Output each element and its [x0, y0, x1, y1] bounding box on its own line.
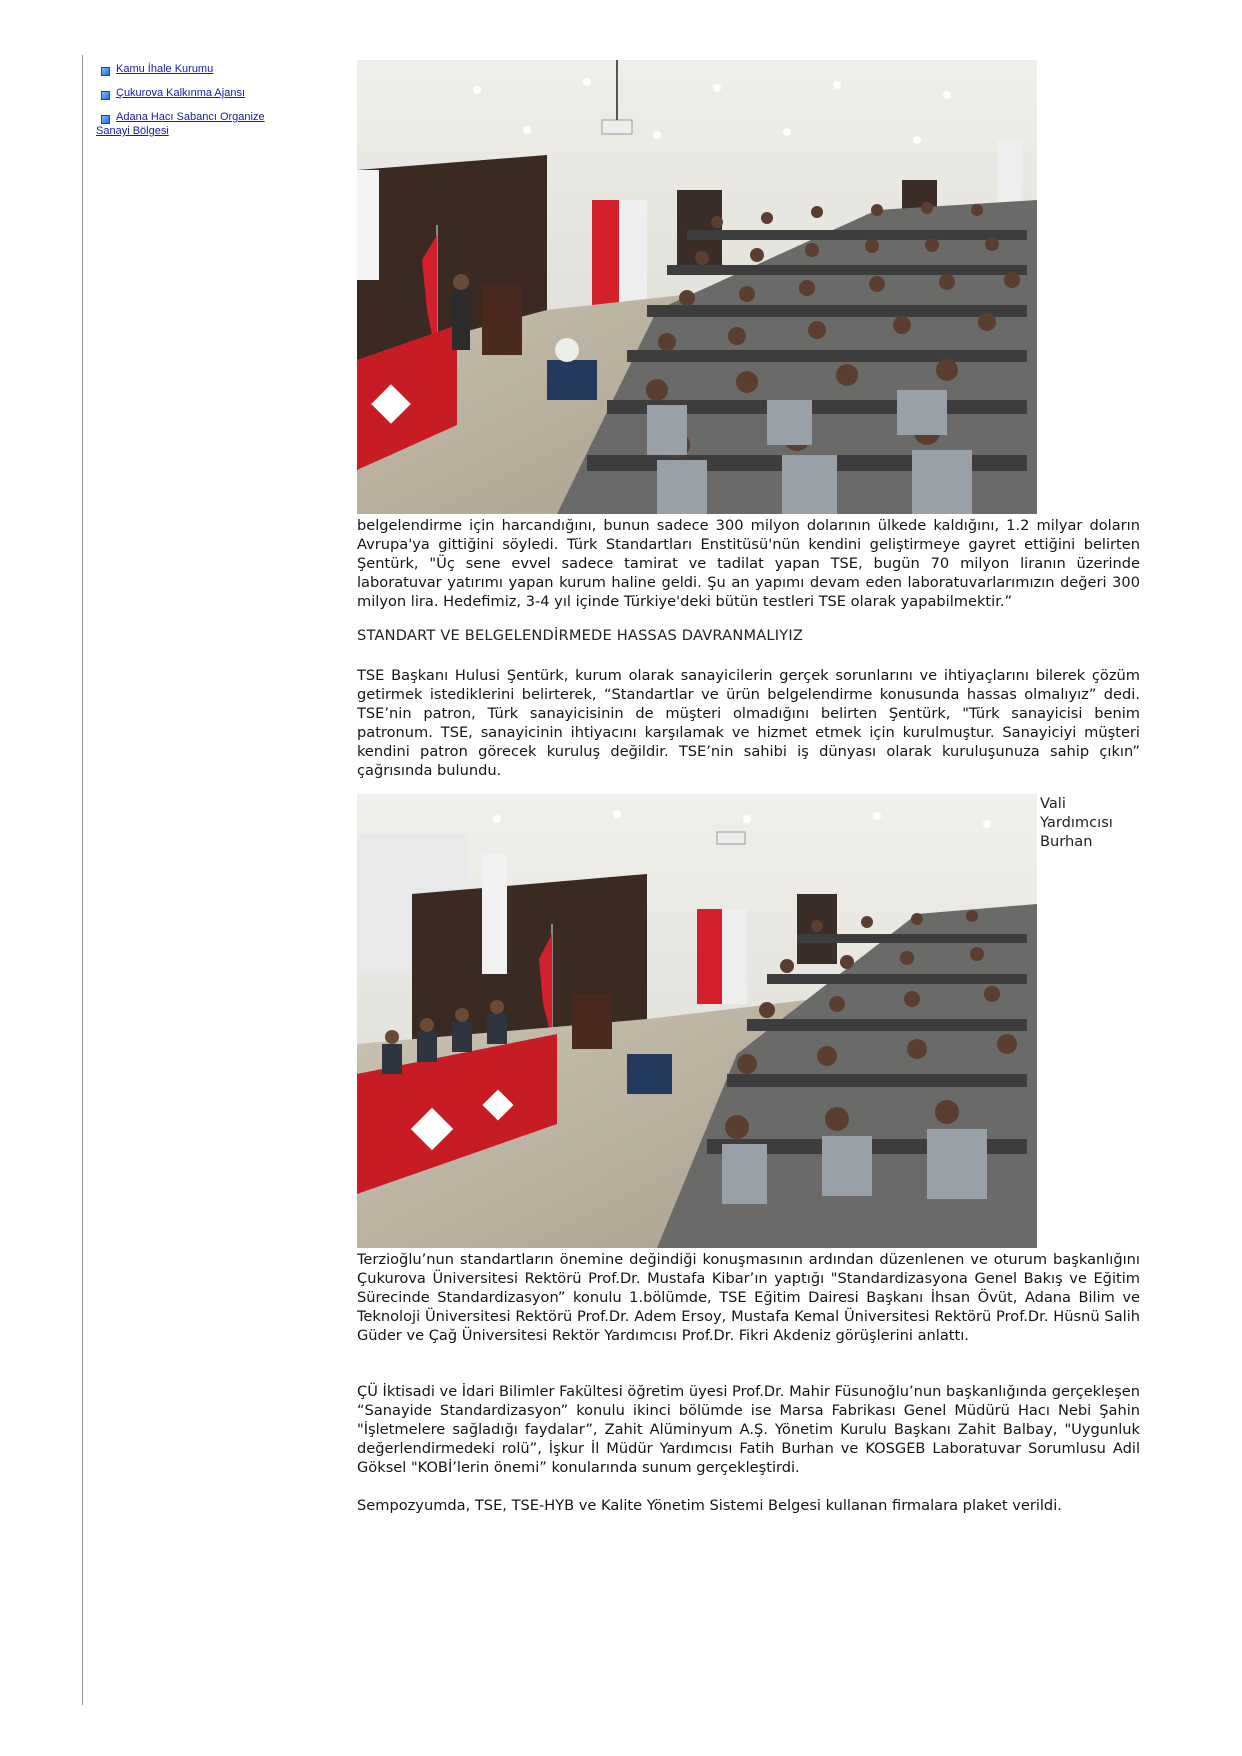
photo-illustration — [357, 60, 1037, 514]
article-paragraph-2: TSE Başkanı Hulusi Şentürk, kurum olarak sanayicilerin gerçek sorunlarını ve ihtiyaçlarını bilerek çözüm getirmek istediklerini belirterek, “Standartlar ve ürün belgelendirme konusunda hassas olmalıyız” dedi. TSE’nin patron, Türk sanayicisinin de müşteri olmadığını belirten Şentürk, "Türk sanayicisi benim patronum. TSE, sanayicinin ihtiyacını karşılamak ve hizmet etmek için kurulmuştur. Sanayiciyi müşteri kendini patron görecek kuruluş değildir. TSE’nin sahibi iş dünyası olarak kuruluşunuza sahip çıkın” çağrısında bulundu. — [357, 667, 1140, 779]
event-photo-1 — [357, 60, 1037, 514]
bullet-icon — [101, 91, 110, 100]
sidebar-item-cukurova[interactable] — [96, 86, 296, 100]
photo-illustration — [357, 794, 1037, 1248]
sidebar-link-continued[interactable]: Sanayi Bölgesi — [96, 125, 169, 137]
article-paragraph-4: ÇÜ İktisadi ve İdari Bilimler Fakültesi öğretim üyesi Prof.Dr. Mahir Füsunoğlu’nun başkanlığında gerçekleşen “Sanayide Standardizasyon” konulu ikinci bölümde ise Marsa Fabrikası Genel Müdürü Hacı Nebi Şahin "İşletmelere sağladığı faydalar”, Zahit Alüminyum A.Ş. Yönetim Kurulu Başkanı Zahit Balbay, "Uygunluk değerlendirmedeki rolü”, İşkur İl Müdür Yardımcısı Fatih Burhan ve KOSGEB Laboratuvar Sorumlusu Adil Göksel "KOBİ’lerin önemi” konularında sunum gerçekleştirdi. — [357, 1383, 1140, 1476]
bullet-icon — [101, 67, 110, 76]
sidebar-link[interactable]: Adana Hacı Sabancı Organize — [116, 111, 265, 123]
photo-caption: Vali Yardımcısı Burhan — [1040, 795, 1113, 850]
bullet-icon — [101, 115, 110, 124]
sidebar-item-adana-osb[interactable] — [96, 110, 296, 138]
sidebar-link[interactable]: Kamu İhale Kurumu — [116, 63, 214, 75]
article-paragraph-3: Terzioğlu’nun standartların önemine değindiği konuşmasının ardından düzenlenen ve oturum başkanlığını Çukurova Üniversitesi Rektörü Prof.Dr. Mustafa Kibar’ın yaptığı "Standardizasyona Genel Bakış ve Eğitim Sürecinde Standardizasyon” konulu 1.bölümde, TSE Eğitim Dairesi Başkanı İhsan Övüt, Adana Bilim ve Teknoloji Üniversitesi Rektörü Prof.Dr. Adem Ersoy, Mustafa Kemal Üniversitesi Rektörü Prof.Dr. Hüsnü Salih Güder ve Çağ Üniversitesi Rektör Yardımcısı Prof.Dr. Fikri Akdeniz görüşlerini anlattı. — [357, 1251, 1140, 1344]
left-border-line — [82, 55, 83, 1705]
article-paragraph-5: Sempozyumda, TSE, TSE-HYB ve Kalite Yönetim Sistemi Belgesi kullanan firmalara plaket verildi. — [357, 1497, 1062, 1514]
sidebar-item-kamu-ihale[interactable] — [96, 62, 296, 76]
article-heading: STANDART VE BELGELENDİRMEDE HASSAS DAVRANMALIYIZ — [357, 627, 804, 644]
event-photo-2 — [357, 794, 1037, 1248]
sidebar-links — [96, 62, 296, 148]
article-paragraph-1: belgelendirme için harcandığını, bunun sadece 300 milyon dolarının ülkede kaldığını, 1.2 milyar doların Avrupa'ya gittiğini söyledi. Türk Standartları Enstitüsü'nün kendini geliştirmeye gayret ettiğini belirten Şentürk, "Üç sene evvel sadece tamirat ve tadilat yapan TSE, bugün 70 milyon liranın üzerinde laboratuvar yatırımı yapan kurum haline geldi. Şu an yapımı devam eden laboratuvarlarımızın değeri 300 milyon lira. Hedefimiz, 3-4 yıl içinde Türkiye'deki bütün testleri TSE olarak yapabilmektir.” — [357, 517, 1140, 610]
sidebar-link[interactable]: Çukurova Kalkınma Ajansı — [116, 87, 246, 99]
